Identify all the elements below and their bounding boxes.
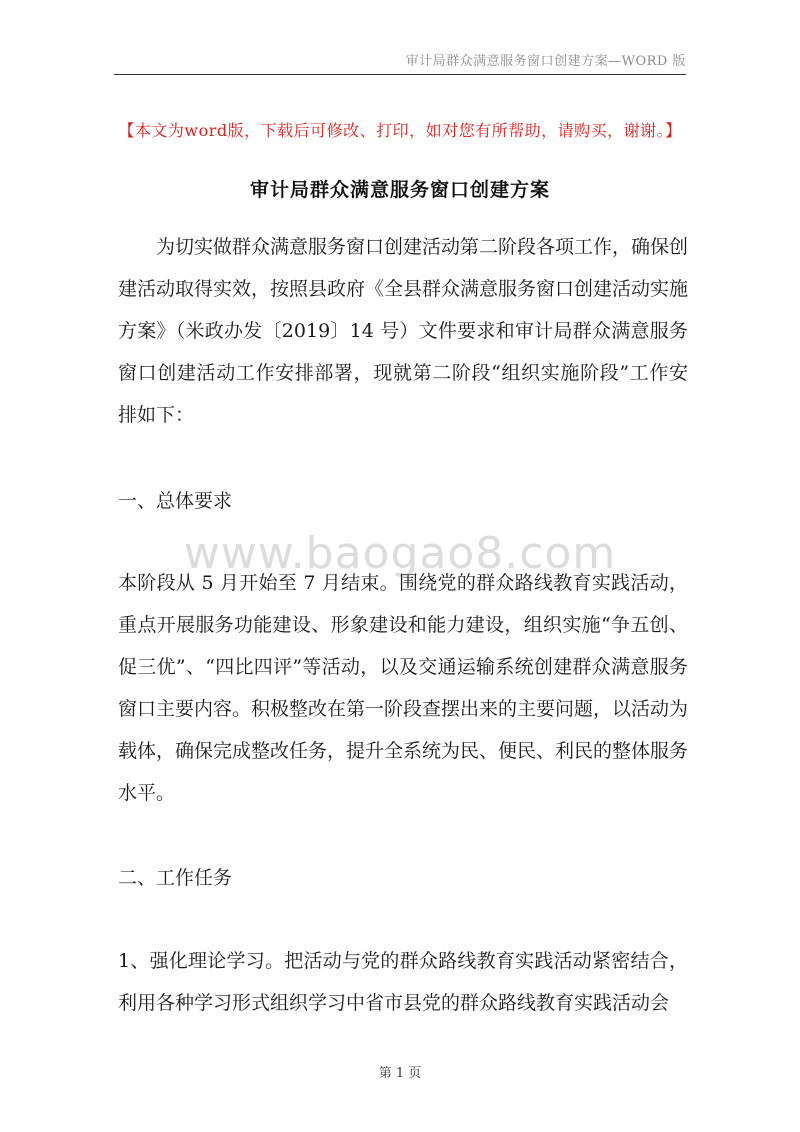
page-number: 第 1 页 [378, 1066, 422, 1081]
task-paragraph-1: 1、强化理论学习。把活动与党的群众路线教育实践活动紧密结合，利用各种学习形式组织学习中省市县党的群众路线教育实践活动会 [118, 950, 688, 1014]
document-title: 审计局群众满意服务窗口创建方案 [249, 179, 550, 201]
section-heading-work-tasks: 二、工作任务 [118, 867, 233, 889]
intro-paragraph: 为切实做群众满意服务窗口创建活动第二阶段各项工作，确保创建活动取得实效，按照县政府《全县群众满意服务窗口创建活动实施方案》（米政办发〔2019〕14 号）文件要求和审计局群众满意服务窗口创建活动工作安排部署，现就第二阶段“组织实施阶段”工作安排如下： [118, 236, 689, 426]
section-paragraph-general-requirements: 本阶段从 5 月开始至 7 月结束。围绕党的群众路线教育实践活动，重点开展服务功能建设、形象建设和能力建设，组织实施“争五创、促三优”、“四比四评”等活动，以及交通运输系统创建群众满意服务窗口主要内容。积极整改在第一阶段查摆出来的主要问题，以活动为载体，确保完成整改任务，提升全系统为民、便民、利民的整体服务水平。 [118, 572, 689, 804]
watermark: www.baogao8.com [183, 528, 617, 579]
purchase-notice: 【本文为word版，下载后可修改、打印，如对您有所帮助，请购买，谢谢。】 [118, 121, 682, 140]
header-divider [114, 74, 686, 75]
running-header: 审计局群众满意服务窗口创建方案—WORD 版 [405, 54, 686, 69]
section-heading-general-requirements: 一、总体要求 [118, 490, 233, 512]
